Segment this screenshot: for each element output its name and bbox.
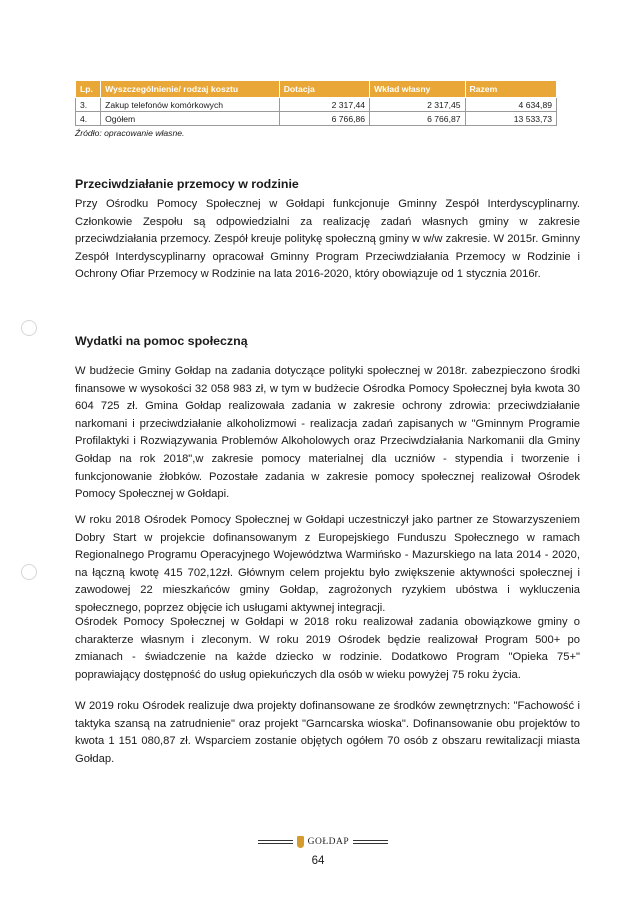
table-cell: 4.: [76, 112, 101, 126]
table-cell: 13 533,73: [465, 112, 556, 126]
table-cell: 4 634,89: [465, 98, 556, 112]
table-cell: 2 317,44: [279, 98, 369, 112]
table-row: [76, 98, 557, 112]
footer-rule-left: [258, 840, 293, 844]
column-header: Lp.: [76, 81, 101, 98]
coat-of-arms-icon: [297, 836, 304, 848]
table-cell: 2 317,45: [370, 98, 465, 112]
paragraph: W budżecie Gminy Gołdap na zadania dotyczące polityki społecznej w 2018r. zabezpieczono środki finansowe w wysokości 32 058 983 zł, w tym w budżecie Ośrodka Pomocy Społecznej była kwota 30 604 725 zł. Gmina Gołdap realizowała zadania w zakresie ochrony zdrowia: przeciwdziałanie narkomani i przeciwdziałanie alkoholizmowi - realizacja zadań zapisanych w "Gminnym Programie Profilaktyki i Rozwiązywania Problemów Alkoholowych oraz Przeciwdziałania Narkomanii dla Gminy Gołdap na rok 2018",w zakresie pomocy materialnej dla uczniów - stypendia i tworzenie i funkcjonowanie żłobków. Pozostałe zadania w zakresie pomocy społecznej realizował Ośrodek Pomocy Społecznej w Gołdapi.: [75, 365, 580, 501]
paragraph: W 2019 roku Ośrodek realizuje dwa projekty dofinansowane ze środków zewnętrznych: "Fachowość i taktyka szansą na zatrudnienie" oraz projekt "Garncarska wioska". Dofinansowanie obu projektów to kwota 1 151 080,87 zł. Wsparciem zostanie objętych ogółem 70 osób z obszaru rewitalizacji miasta Gołdap.: [75, 700, 580, 765]
column-header: Dotacja: [279, 81, 369, 98]
table-cell: 6 766,86: [279, 112, 369, 126]
footer-logo-text: GOŁDAP: [307, 837, 350, 847]
column-header: Wyszczególnienie/ rodzaj kosztu: [101, 81, 280, 98]
punch-hole-mark: [21, 564, 37, 580]
punch-hole-mark: [21, 320, 37, 336]
table-header-row: [76, 81, 557, 98]
table-row: [76, 112, 557, 126]
page-number: 64: [311, 855, 325, 867]
section-heading-violence-prevention: Przeciwdziałanie przemocy w rodzinie: [75, 177, 299, 191]
footer-logo: [258, 835, 388, 849]
paragraph: Przy Ośrodku Pomocy Społecznej w Gołdapi funkcjonuje Gminny Zespół Interdyscyplinarny. Członkowie Zespołu są odpowiedzialni za realizację zadań własnych gminy w zakresie przeciwdziałania przemocy. Zespół kreuje politykę społeczną gminy w w/w zakresie. W 2015r. Gminny Zespół Interdyscyplinarny opracował Gminny Program Przeciwdziałania Przemocy w Rodzinie i Ochrony Ofiar Przemocy w Rodzinie na lata 2016-2020, który obowiązuje od 1 stycznia 2016r.: [75, 198, 580, 281]
table-cell: Zakup telefonów komórkowych: [101, 98, 280, 112]
section-heading-social-spending: Wydatki na pomoc społeczną: [75, 334, 248, 348]
table-cell: Ogółem: [101, 112, 280, 126]
cost-table: [75, 80, 557, 126]
footer-rule-right: [353, 840, 388, 844]
column-header: Razem: [465, 81, 556, 98]
column-header: Wkład własny: [370, 81, 465, 98]
table-cell: 6 766,87: [370, 112, 465, 126]
paragraph: W roku 2018 Ośrodek Pomocy Społecznej w Gołdapi uczestniczył jako partner ze Stowarzyszeniem Dobry Start w projekcie dofinansowanym z Europejskiego Funduszu Społecznego w ramach Regionalnego Programu Operacyjnego Województwa Warmińsko - Mazurskiego na lata 2014 - 2020, na łączną kwotę 415 702,12zł. Głównym celem projektu było zwiększenie aktywności społecznej i zawodowej 22 mieszkańców gminy Gołdap, zagrożonych ryzykiem ubóstwa i wykluczenia społecznego, poprzez objęcie ich usługami aktywnej integracji.: [75, 514, 580, 614]
table-source-note: Źródło: opracowanie własne.: [75, 128, 185, 138]
table-cell: 3.: [76, 98, 101, 112]
paragraph: Ośrodek Pomocy Społecznej w Gołdapi w 2018 roku realizował zadania obowiązkowe gminy o charakterze własnym i zleconym. W roku 2019 Ośrodek będzie realizował Program 500+ po zmianach - świadczenie na każde dziecko w rodzinie. Dodatkowo Program "Opieka 75+" poprawiający dostępność do usług opiekuńczych dla osób w wieku powyżej 75 roku życia.: [75, 616, 580, 681]
